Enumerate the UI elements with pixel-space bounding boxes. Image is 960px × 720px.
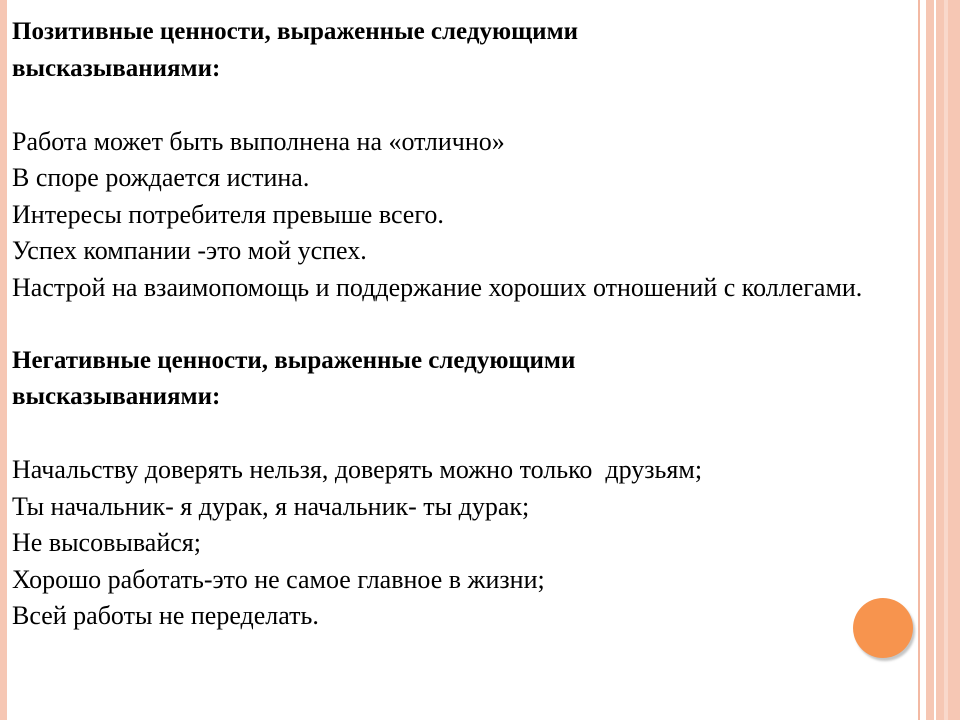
positive-values-heading: Позитивные ценности, выраженные следующими высказываниями: — [12, 18, 579, 82]
spacer — [12, 416, 912, 453]
slide-content — [12, 14, 912, 635]
positive-values-section — [12, 14, 912, 306]
negative-item-5: Всей работы не переделать. — [12, 601, 319, 630]
spacer — [12, 87, 912, 124]
right-border-strip — [936, 0, 960, 720]
right-border-band — [926, 0, 934, 720]
negative-item-3: Не высовывайся; — [12, 528, 201, 557]
positive-item-1: Работа может быть выполнена на «отлично» — [12, 126, 505, 156]
negative-values-heading: Негативные ценности, выраженные следующими высказываниями: — [12, 346, 576, 410]
spacer — [12, 306, 912, 343]
negative-values-section — [12, 343, 912, 635]
negative-item-1: Начальству доверять нельзя, доверять можно только друзьям; — [12, 455, 703, 484]
negative-item-2: Ты начальник- я дурак, я начальник- ты дурак; — [12, 491, 530, 521]
negative-item-4: Хорошо работать-это не самое главное в жизни; — [12, 564, 545, 594]
orange-circle-decoration — [853, 598, 913, 658]
positive-item-2: В споре рождается истина. — [12, 163, 310, 192]
positive-item-5: Настрой на взаимопомощь и поддержание хороших отношений с коллегами. — [12, 272, 863, 302]
positive-item-4: Успех компании -это мой успех. — [12, 236, 367, 265]
right-border-line — [918, 0, 920, 720]
right-border-inner-line — [944, 0, 948, 720]
left-border-decoration — [0, 0, 7, 720]
positive-item-3: Интересы потребителя превыше всего. — [12, 199, 444, 229]
